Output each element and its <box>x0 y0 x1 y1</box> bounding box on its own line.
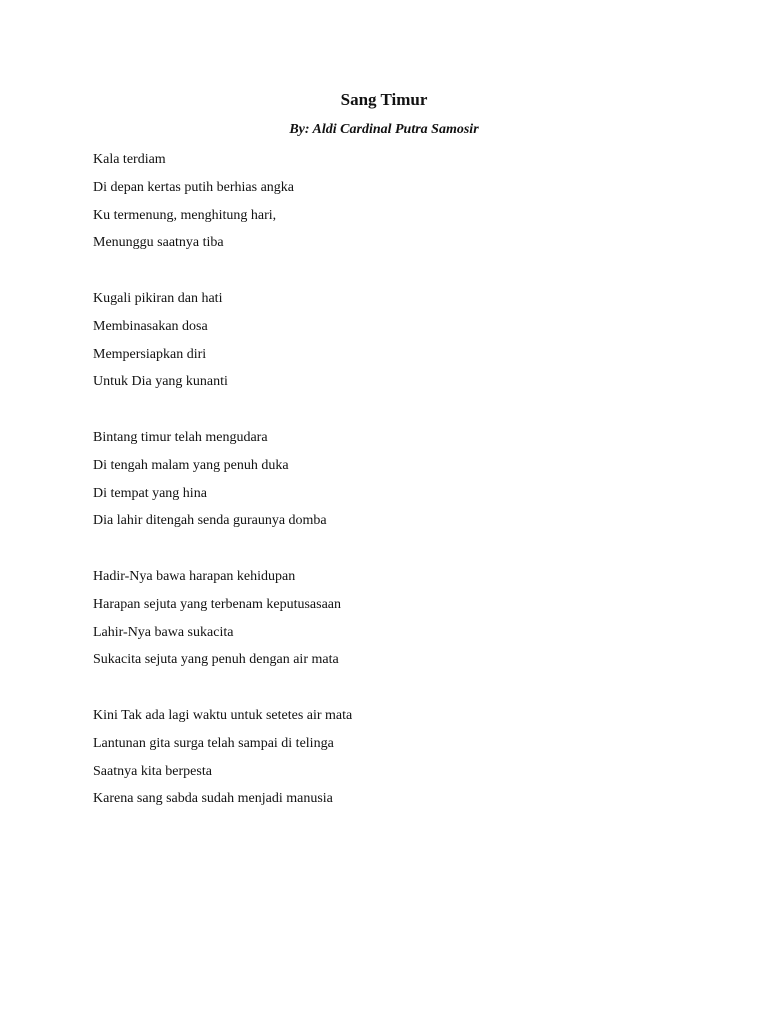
poem-line: Di tengah malam yang penuh duka <box>93 457 289 473</box>
poem-line: Untuk Dia yang kunanti <box>93 374 228 390</box>
poem-body <box>93 146 693 841</box>
stanza-5 <box>93 702 693 813</box>
poem-line: Karena sang sabda sudah menjadi manusia <box>93 791 333 807</box>
poem-title: Sang Timur <box>340 90 428 109</box>
poem-author: By: Aldi Cardinal Putra Samosir <box>289 122 479 137</box>
poem-line: Membinasakan dosa <box>93 318 208 334</box>
poem-line: Dia lahir ditengah senda guraunya domba <box>93 513 327 529</box>
poem-line: Bintang timur telah mengudara <box>93 429 268 445</box>
poem-line: Harapan sejuta yang terbenam keputusasaan <box>93 596 342 612</box>
poem-line: Hadir-Nya bawa harapan kehidupan <box>93 568 296 584</box>
stanza-1 <box>93 146 693 257</box>
poem-line: Kala terdiam <box>93 152 166 167</box>
poem-line: Kini Tak ada lagi waktu untuk setetes air mata <box>93 707 353 723</box>
poem-line: Lahir-Nya bawa sukacita <box>93 624 234 640</box>
poem-line: Kugali pikiran dan hati <box>93 290 223 306</box>
poem-line: Saatnya kita berpesta <box>93 763 212 779</box>
stanza-4 <box>93 563 693 674</box>
poem-line: Lantunan gita surga telah sampai di telinga <box>93 735 334 751</box>
poem-line: Mempersiapkan diri <box>93 346 207 362</box>
stanza-3 <box>93 424 693 535</box>
poem-line: Menunggu saatnya tiba <box>93 235 224 251</box>
poem-line: Ku termenung, menghitung hari, <box>93 207 277 223</box>
poem-line: Di depan kertas putih berhias angka <box>93 179 294 195</box>
stanza-2 <box>93 285 693 396</box>
poem-line: Sukacita sejuta yang penuh dengan air mata <box>93 652 339 668</box>
poem-line: Di tempat yang hina <box>93 485 207 501</box>
